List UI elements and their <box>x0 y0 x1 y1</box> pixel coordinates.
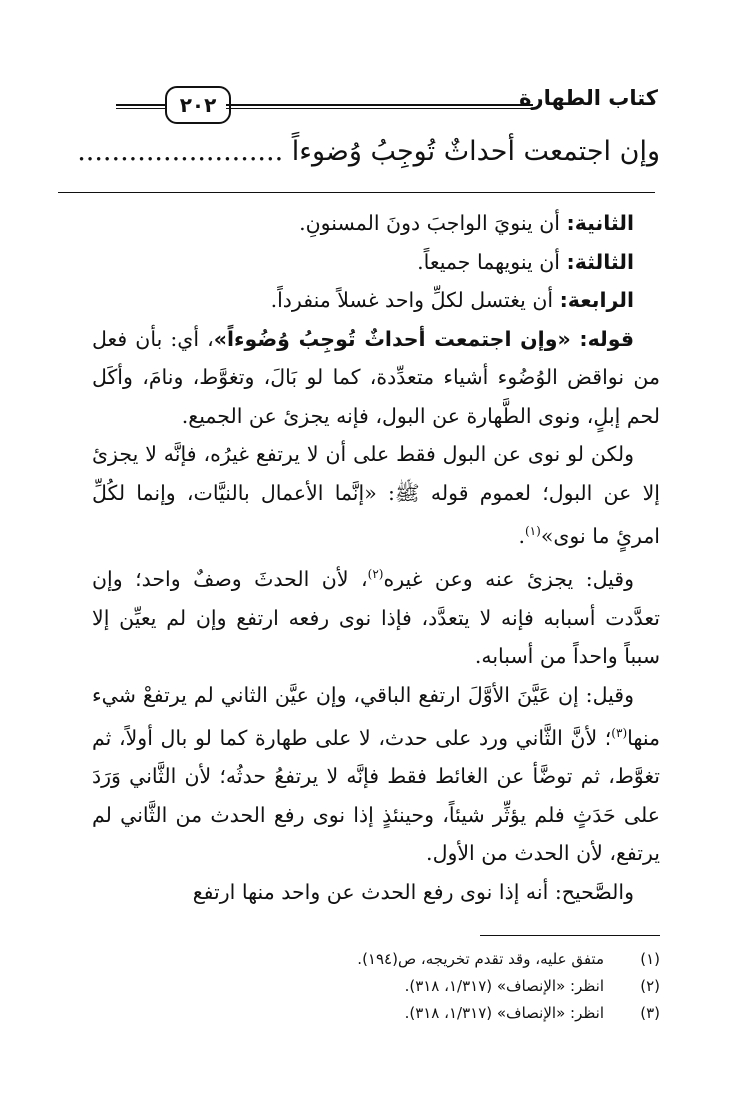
header-rule-left-thin <box>116 108 168 109</box>
paragraph-opinion-1 <box>92 555 660 675</box>
footnote-number: (١) <box>640 950 660 968</box>
quoted-text: قوله: «وإن اجتمعت أحداثٌ تُوجِبُ وُضُوءاً» <box>213 326 634 351</box>
page-header <box>58 84 658 124</box>
footnote-ref-3[interactable]: (٣) <box>611 726 628 741</box>
section-heading: وإن اجتمعت أحداثٌ تُوجِبُ وُضوءاً ........................ <box>77 136 660 167</box>
header-rule <box>226 104 533 106</box>
footnote-text: انظر: «الإنصاف» (١/٣١٧، ٣١٨). <box>404 977 604 995</box>
footnotes <box>92 946 660 1027</box>
paragraph-label: الرابعة: <box>559 288 634 312</box>
footnote-rule <box>480 935 660 936</box>
paragraph-text: أن ينويهما جميعاً. <box>417 249 567 274</box>
paragraph-text: أن ينويَ الواجبَ دونَ المسنونِ. <box>299 211 567 235</box>
paragraph-third <box>92 243 660 282</box>
footnote-item <box>92 973 660 1000</box>
header-rule-thin <box>226 108 533 109</box>
paragraph-however <box>92 435 660 555</box>
heading-rule <box>58 192 655 193</box>
main-text <box>92 204 660 911</box>
paragraph-correct <box>92 873 660 912</box>
footnote-number: (٢) <box>640 977 660 995</box>
paragraph-second <box>92 204 660 243</box>
paragraph-text: أن يغتسل لكلِّ واحد غسلاً منفرداً. <box>270 288 560 312</box>
paragraph-text: ؛ لأنَّ الثَّاني ورد على حدث، لا على طهارة كما لو بال أولاً، ثم تغوَّط، ثم توضَّأ عن الغائط فقط فإنَّه لا يرتفعُ حدثُه؛ لأن الثَّاني وَرَدَ على حَدَثٍ فلم يؤثِّر شيئاً، وحينئذٍ إذا نوى رفع الحدث من الثَّاني لم يرتفع، لأن الحدث من الأول. <box>92 725 660 866</box>
header-rule-left <box>116 104 168 106</box>
footnote-text: متفق عليه، وقد تقدم تخريجه، ص(١٩٤). <box>357 950 604 968</box>
footnote-number: (٣) <box>640 1004 660 1022</box>
paragraph-end: . <box>518 523 525 548</box>
footnote-ref-2[interactable]: (٢) <box>367 567 384 582</box>
paragraph-text: والصَّحيح: أنه إذا نوى رفع الحدث عن واحد منها ارتفع <box>192 879 634 904</box>
paragraph-opinion-2 <box>92 676 660 873</box>
paragraph-text: ، لأن الحدثَ وصفٌ واحد؛ وإن تعدَّدت أسبابه فإنه لا يتعدَّد، فإذا نوى رفعه ارتفع وإن لم يعيِّن إلا سبباً واحداً من أسبابه. <box>92 567 660 669</box>
paragraph-text: ، أي: بأن فعل من نواقض الوُضُوء أشياء متعدِّدة، كما لو بَالَ، وتغوَّط، ونامَ، وأكَل لحم إبلٍ، ونوى الطَّهارة عن البول، فإنه يجزئ عن الجميع. <box>92 326 660 428</box>
footnote-text: انظر: «الإنصاف» (١/٣١٧، ٣١٨). <box>404 1004 604 1022</box>
running-title: كتاب الطهارة <box>519 86 658 110</box>
footnote-ref-1[interactable]: (١) <box>524 524 541 538</box>
paragraph-label: الثالثة: <box>566 249 634 274</box>
paragraph-quote <box>92 320 660 436</box>
paragraph-fourth <box>92 281 660 320</box>
footnote-item <box>92 946 660 973</box>
paragraph-text: ولكن لو نوى عن البول فقط على أن لا يرتفع غيرُه، فإنَّه لا يجزئ إلا عن البول؛ لعموم قوله ﷺ: «إنَّما الأعمال بالنيَّات، وإنما لكُلِّ امرئٍ ما نوى» <box>92 442 660 548</box>
paragraph-label: الثانية: <box>566 211 634 235</box>
page-number: ٢٠٢ <box>165 86 231 124</box>
paragraph-text: وقيل: إن عَيَّنَ الأوَّلَ ارتفع الباقي، وإن عيَّن الثاني لم يرتفعْ شيء منها <box>92 682 660 750</box>
footnote-item <box>92 1000 660 1027</box>
paragraph-text: وقيل: يجزئ عنه وعن غيره <box>383 567 635 592</box>
